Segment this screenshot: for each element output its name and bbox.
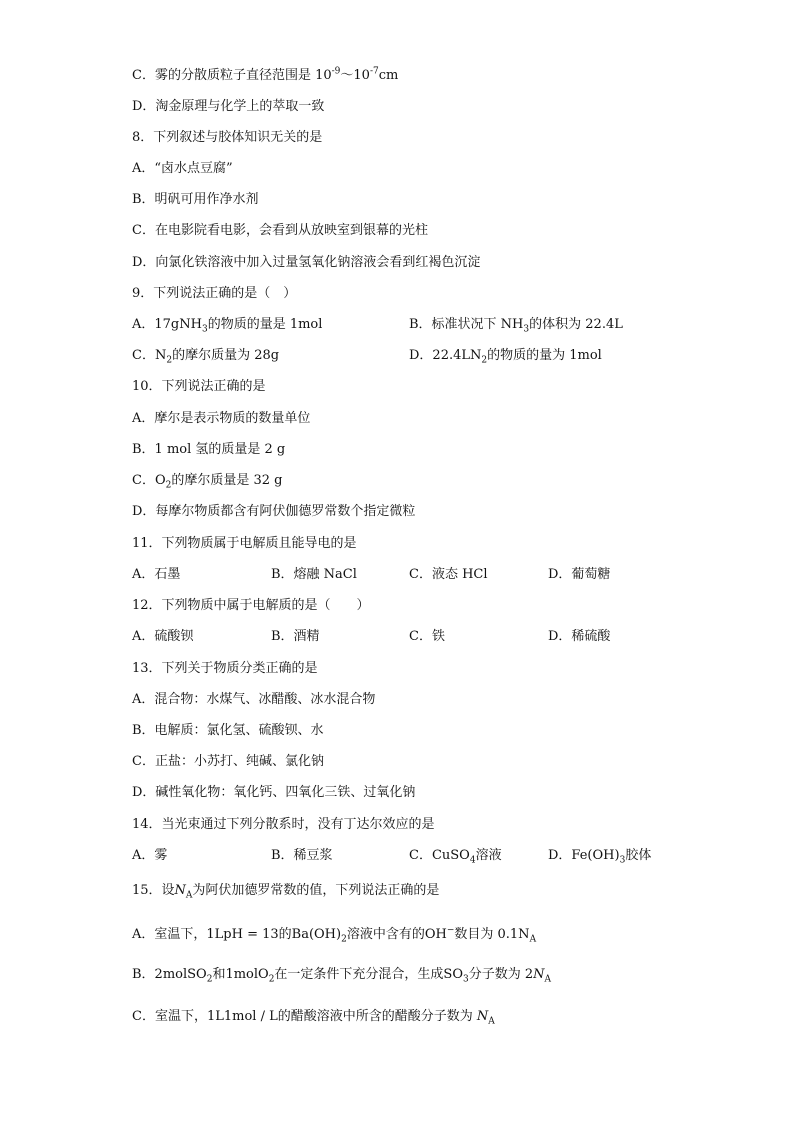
q8-option-c: C．在电影院看电影，会看到从放映室到银幕的光柱 xyxy=(132,223,428,238)
q10-option-d: D．每摩尔物质都含有阿伏伽德罗常数个指定微粒 xyxy=(132,504,416,519)
q11-option-c: C．液态 HCl xyxy=(409,567,488,582)
q9-option-a: A．17gNH$_3$的物质的量是 1mol xyxy=(132,317,323,335)
q7-option-d: D．淘金原理与化学上的萃取一致 xyxy=(132,99,325,114)
q15-option-c: C．室温下，1L1mol / L的醋酸溶液中所含的醋酸分子数为 $N_A$ xyxy=(132,1009,495,1027)
q9-option-c: C．$N_2$的摩尔质量为 28g xyxy=(132,348,280,366)
q8-option-a: A．“卤水点豆腐” xyxy=(132,161,233,176)
q10-option-b: B．1 mol 氢的质量是 2 g xyxy=(132,442,286,457)
q11-stem: 11．下列物质属于电解质且能导电的是 xyxy=(132,536,357,551)
q12-option-a: A．硫酸钡 xyxy=(132,629,194,644)
q14-option-d: D．$Fe(OH)_3$胶体 xyxy=(548,848,652,866)
q15-option-b: B．2molSO$_2$和1molO$_2$在一定条件下充分混合，生成$SO_3$分子数为 $2N_A$ xyxy=(132,967,552,985)
q13-stem: 13．下列关于物质分类正确的是 xyxy=(132,661,318,676)
q14-option-b: B．稀豆浆 xyxy=(271,848,333,863)
q10-option-c: C．$O_2$的摩尔质量是 32 g xyxy=(132,473,283,491)
q8-option-d: D．向氯化铁溶液中加入过量氢氧化钠溶液会看到红褐色沉淀 xyxy=(132,255,481,270)
q10-stem: 10．下列说法正确的是 xyxy=(132,379,266,394)
q14-option-a: A．雾 xyxy=(132,848,168,863)
q14-stem: 14．当光束通过下列分散系时，没有丁达尔效应的是 xyxy=(132,817,435,832)
q12-option-d: D．稀硫酸 xyxy=(548,629,611,644)
q8-stem: 8．下列叙述与胶体知识无关的是 xyxy=(132,130,323,145)
q13-option-a: A．混合物：水煤气、冰醋酸、冰水混合物 xyxy=(132,692,376,707)
q12-stem: 12．下列物质中属于电解质的是（ ） xyxy=(132,598,370,613)
q14-option-c: C．CuSO$_4$溶液 xyxy=(409,848,502,866)
q9-option-b: B．标准状况下 $NH_3$的体积为 22.4L xyxy=(409,317,623,335)
q12-option-b: B．酒精 xyxy=(271,629,320,644)
q7-option-c: C．雾的分散质粒子直径范围是 $10^{-9}\sim 10^{-7}cm$ xyxy=(132,66,399,83)
q10-option-a: A．摩尔是表示物质的数量单位 xyxy=(132,411,311,426)
q15-stem: 15．设$N_A$为阿伏加德罗常数的值，下列说法正确的是 xyxy=(132,883,440,901)
q13-option-b: B．电解质：氯化氢、硫酸钡、水 xyxy=(132,723,324,738)
q11-option-a: A．石墨 xyxy=(132,567,181,582)
q11-option-d: D．葡萄糖 xyxy=(548,567,611,582)
q9-option-d: D．$22.4LN_2$的物质的量为 1mol xyxy=(409,348,602,366)
q11-option-b: B．熔融 NaCl xyxy=(271,567,357,582)
q8-option-b: B．明矾可用作净水剂 xyxy=(132,192,259,207)
q9-stem: 9．下列说法正确的是（ ） xyxy=(132,286,297,301)
q13-option-d: D．碱性氧化物：氧化钙、四氧化三铁、过氧化钠 xyxy=(132,785,416,800)
q13-option-c: C．正盐：小苏打、纯碱、氯化钠 xyxy=(132,754,324,769)
q15-option-a: A．室温下，1LpH = 13的$Ba(OH)_2$溶液中含有的OH−数目为 $0.1N_A$ xyxy=(132,925,537,945)
q12-option-c: C．铁 xyxy=(409,629,445,644)
